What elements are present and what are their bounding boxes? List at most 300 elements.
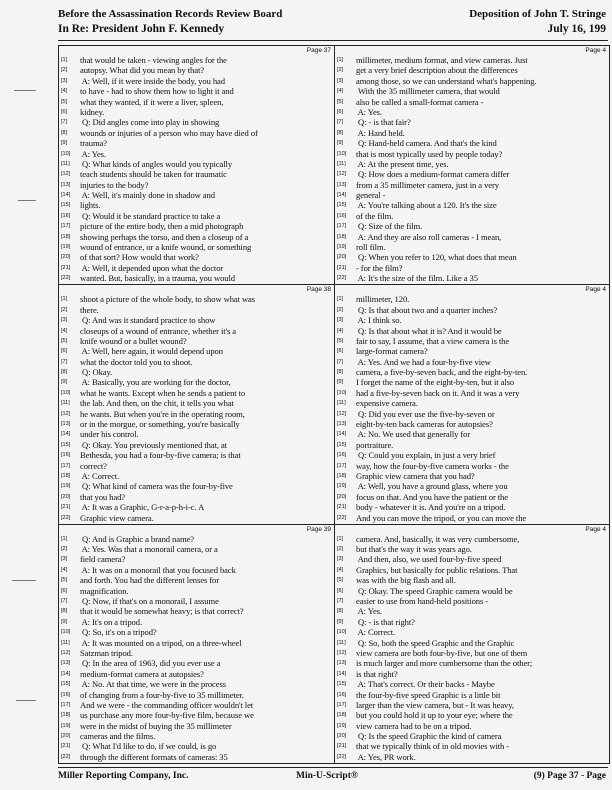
line-number: [4]: [337, 566, 344, 573]
line-number: [3]: [337, 77, 344, 84]
line-number: [3]: [337, 556, 344, 563]
line-number: [18]: [337, 233, 347, 240]
line-text: autopsy. What did you mean by that?: [80, 65, 204, 76]
line-text: Graphic view camera.: [80, 512, 154, 523]
line-number: [18]: [61, 712, 71, 719]
transcript-line: [61, 232, 332, 242]
transcript-line: [61, 638, 332, 648]
transcript-line: [337, 534, 607, 544]
transcript-line: [337, 554, 607, 564]
line-text: there.: [80, 304, 99, 315]
line-text: eight-by-ten back cameras for autopsies?: [356, 419, 493, 430]
line-text: A: It's the size of the film. Like a 35: [356, 273, 478, 284]
transcript-line: [337, 544, 607, 554]
line-text: Graphics, but basically for public relations. That: [356, 564, 518, 575]
line-number: [10]: [337, 389, 347, 396]
transcript-line: [337, 481, 607, 491]
line-number: [2]: [337, 546, 344, 553]
line-number: [7]: [61, 119, 68, 126]
line-text: Q: How does a medium-format camera differ: [356, 169, 510, 180]
transcript-line: [61, 65, 332, 75]
margin-mark: [12, 580, 36, 581]
transcript-line: [61, 586, 332, 596]
line-text: among those, so we can understand what's happening.: [356, 75, 537, 86]
line-number: [1]: [337, 57, 344, 63]
line-text: large-format camera?: [356, 346, 428, 357]
transcript-line: [61, 357, 332, 367]
line-text: get a very brief description about the differences: [356, 65, 518, 76]
footer-page-range: (9) Page 37 - Page: [533, 771, 606, 781]
transcript-line: [337, 367, 607, 377]
line-number: [10]: [61, 389, 71, 396]
transcript-line: [61, 242, 332, 252]
line-text: and forth. You had the different lenses for: [80, 575, 219, 586]
line-text: Q: Hand-held camera. And that's the kind: [356, 138, 497, 149]
line-number: [5]: [61, 577, 68, 584]
line-text: but that's the way it was years ago.: [356, 544, 472, 555]
transcript-line: [337, 502, 607, 512]
line-number: [11]: [337, 160, 346, 167]
transcript-line: [61, 388, 332, 398]
transcript-line: [61, 377, 332, 387]
line-number: [9]: [337, 379, 344, 386]
line-text: that would be taken - viewing angles for the: [80, 55, 227, 65]
line-text: Q: So, it's on a tripod?: [80, 627, 157, 638]
line-number: [7]: [337, 358, 344, 365]
transcript-line: [61, 710, 332, 720]
transcript-line: [337, 149, 607, 159]
line-number: [6]: [61, 348, 68, 355]
line-number: [16]: [337, 212, 347, 219]
line-number: [5]: [337, 337, 344, 344]
line-number: [7]: [61, 358, 68, 365]
transcript-line: [61, 658, 332, 668]
line-text: showing perhaps the torso, and then a closeup of a: [80, 231, 249, 242]
transcript-page: [58, 525, 334, 764]
transcript-page: [334, 525, 610, 764]
transcript-line: [337, 409, 607, 419]
line-text: kidney.: [80, 106, 105, 117]
line-number: [14]: [61, 192, 71, 199]
line-text: from a 35 millimeter camera, just in a very: [356, 179, 499, 190]
line-number: [12]: [61, 171, 71, 178]
line-number: [18]: [337, 712, 347, 719]
line-text: Satzman tripod.: [80, 647, 133, 658]
transcript-line: [337, 65, 607, 75]
transcript-line: [337, 731, 607, 741]
transcript-line: [61, 398, 332, 408]
line-number: [6]: [61, 108, 68, 115]
line-text: but you could hold it up to your eye; where the: [356, 710, 513, 721]
transcript-line: [61, 221, 332, 231]
line-number: [15]: [61, 202, 71, 209]
transcript-line: [61, 273, 332, 283]
line-number: [17]: [337, 462, 347, 469]
line-number: [14]: [337, 431, 347, 438]
transcript-line: [337, 117, 607, 127]
transcript-line: [61, 326, 332, 336]
line-number: [7]: [337, 598, 344, 604]
transcript-line: [61, 481, 332, 491]
line-text: camera, a five-by-seven back, and the eight-by-ten.: [356, 367, 528, 378]
line-number: [13]: [61, 421, 71, 428]
transcript-line: [337, 658, 607, 668]
line-text: picture of the entire body, then a mid photograph: [80, 221, 244, 232]
transcript-line: [337, 606, 607, 616]
line-number: [8]: [337, 608, 344, 615]
line-text: A: Well, if it were inside the body, you had: [80, 75, 225, 86]
line-number: [19]: [61, 722, 71, 729]
transcript-line: [337, 752, 607, 762]
line-number: [6]: [337, 108, 344, 115]
line-text: that is most typically used by people today?: [356, 148, 503, 159]
line-number: [18]: [61, 472, 71, 479]
line-number: [2]: [337, 306, 344, 313]
line-number: [1]: [61, 296, 68, 303]
line-text: was with the big flash and all.: [356, 575, 456, 586]
transcript-line: [61, 700, 332, 710]
line-number: [15]: [337, 441, 347, 448]
transcript-line: [61, 575, 332, 585]
transcript-line: [337, 648, 607, 658]
page-footer: [58, 771, 606, 787]
transcript-line: [61, 55, 332, 65]
line-number: [12]: [61, 649, 71, 656]
line-text: shoot a picture of the whole body, to show what was: [80, 294, 256, 305]
line-number: [5]: [337, 577, 344, 584]
line-number: [13]: [337, 660, 347, 667]
line-text: A: Well, it's mainly done in shadow and: [80, 190, 215, 201]
line-number: [18]: [61, 233, 71, 240]
line-text: Graphic view camera that you had?: [356, 470, 475, 481]
line-number: [17]: [337, 701, 347, 708]
transcript-line: [61, 336, 332, 346]
transcript-line: [61, 305, 332, 315]
transcript-line: [337, 575, 607, 585]
transcript-line: [337, 232, 607, 242]
line-text: camera. And, basically, it was very cumbersome,: [356, 533, 520, 544]
transcript-line: [61, 97, 332, 107]
transcript-line: [61, 554, 332, 564]
transcript-page: [58, 285, 334, 524]
line-text: Q: And is Graphic a brand name?: [80, 533, 194, 544]
transcript-line: [337, 200, 607, 210]
header-case-title: In Re: President John F. Kennedy: [58, 23, 225, 35]
line-text: Q: Now, if that's on a monorail, I assume: [80, 596, 219, 606]
transcript-line: [61, 617, 332, 627]
transcript-line: [61, 76, 332, 86]
line-text: Q: Is the speed Graphic the kind of camera: [356, 731, 502, 742]
line-text: A: It's on a tripod.: [80, 616, 142, 627]
page-number-label: Page 4: [585, 525, 606, 533]
line-number: [12]: [337, 649, 347, 656]
line-text: the four-by-five speed Graphic is a little bit: [356, 689, 501, 700]
transcript-line: [61, 117, 332, 127]
line-text: A: Well, you have a ground glass, where you: [356, 481, 508, 492]
line-number: [11]: [337, 639, 346, 646]
transcript-line: [337, 346, 607, 356]
line-text: A: Correct.: [80, 470, 120, 481]
line-number: [17]: [61, 701, 71, 708]
transcript-line: [337, 377, 607, 387]
transcript-page: [334, 46, 610, 285]
transcript-line: [61, 149, 332, 159]
line-number: [18]: [337, 472, 347, 479]
transcript-line: [61, 315, 332, 325]
line-number: [1]: [337, 535, 344, 542]
line-number: [5]: [61, 337, 68, 344]
line-number: [8]: [61, 608, 68, 615]
transcript-line: [61, 211, 332, 221]
line-text: injuries to the body?: [80, 179, 149, 190]
transcript-line: [337, 357, 607, 367]
line-text: A: Yes. Was that a monorail camera, or a: [80, 544, 218, 555]
line-number: [22]: [337, 514, 347, 521]
line-text: roll film.: [356, 242, 386, 253]
line-number: [19]: [337, 244, 347, 251]
transcript-line: [61, 409, 332, 419]
line-text: cameras and the films.: [80, 731, 156, 742]
transcript-line: [337, 450, 607, 460]
line-number: [14]: [61, 431, 71, 438]
line-number: [16]: [337, 452, 347, 459]
line-text: portraiture.: [356, 439, 394, 450]
line-number: [9]: [61, 140, 68, 147]
line-number: [5]: [337, 98, 344, 105]
line-text: Q: In the area of 1963, did you ever use a: [80, 658, 221, 669]
line-number: [22]: [337, 275, 347, 282]
line-text: teach students should be taken for traumatic: [80, 169, 227, 180]
line-text: A: Well, it depended upon what the doctor: [80, 262, 224, 273]
line-number: [14]: [337, 192, 347, 199]
line-number: [2]: [337, 67, 344, 74]
transcript-lines: [337, 55, 607, 284]
line-number: [11]: [61, 639, 70, 646]
line-text: Q: Is that about what it is? And it would be: [356, 325, 502, 336]
line-number: [10]: [61, 629, 71, 636]
line-text: general -: [356, 190, 386, 201]
header-date: July 16, 199: [547, 23, 606, 35]
page-header: [58, 8, 606, 40]
transcript-line: [337, 97, 607, 107]
line-number: [6]: [337, 587, 344, 594]
line-text: through the different formats of cameras: 35: [80, 751, 228, 762]
transcript-line: [61, 741, 332, 751]
line-number: [4]: [61, 88, 68, 95]
transcript-line: [61, 679, 332, 689]
line-number: [20]: [337, 254, 347, 261]
line-text: closeups of a wound of entrance, whether it's a: [80, 325, 237, 336]
transcript-line: [337, 242, 607, 252]
line-text: A: It was mounted on a tripod, on a three-wheel: [80, 637, 242, 648]
margin-mark: [16, 700, 36, 701]
transcript-line: [337, 429, 607, 439]
footer-rule: [58, 767, 608, 768]
transcript-line: [61, 690, 332, 700]
line-number: [17]: [337, 223, 347, 230]
transcript-line: [337, 679, 607, 689]
transcript-page: [334, 285, 610, 524]
line-text: magnification.: [80, 585, 129, 596]
line-number: [19]: [61, 244, 71, 251]
transcript-line: [337, 638, 607, 648]
line-number: [3]: [61, 317, 68, 324]
footer-mark: Min-U-Script®: [296, 771, 358, 781]
line-number: [12]: [61, 410, 71, 417]
transcript-line: [61, 669, 332, 679]
transcript-line: [337, 513, 607, 523]
transcript-line: [61, 534, 332, 544]
line-number: [10]: [337, 150, 347, 157]
transcript-line: [61, 107, 332, 117]
transcript-line: [61, 180, 332, 190]
line-text: - for the film?: [356, 262, 403, 273]
line-text: wound of entrance, or a knife wound, or something: [80, 242, 252, 253]
transcript-line: [337, 471, 607, 481]
transcript-line: [61, 346, 332, 356]
line-text: And then, also, we used four-by-five speed: [356, 554, 502, 565]
line-text: the lab. And then, on the chit, it tells you what: [80, 398, 234, 409]
line-number: [7]: [337, 119, 344, 126]
line-number: [10]: [61, 150, 71, 157]
line-number: [21]: [61, 504, 71, 511]
transcript-line: [337, 128, 607, 138]
transcript-line: [337, 252, 607, 262]
transcript-line: [337, 617, 607, 627]
line-number: [14]: [61, 670, 71, 677]
line-number: [19]: [337, 722, 347, 729]
transcript-line: [61, 502, 332, 512]
line-text: millimeter, medium format, and view cameras. Just: [356, 55, 528, 65]
line-text: Q: - is that right?: [356, 616, 415, 627]
page-number-label: Page 4: [585, 47, 606, 54]
transcript-line: [61, 419, 332, 429]
line-number: [20]: [61, 493, 71, 500]
transcript-line: [61, 471, 332, 481]
line-text: that we typically think of in old movies with -: [356, 741, 510, 752]
line-number: [16]: [61, 452, 71, 459]
header-board-title: Before the Assassination Records Review Board: [58, 8, 283, 20]
line-text: A: Well, here again, it would depend upon: [80, 346, 223, 357]
transcript-line: [337, 700, 607, 710]
line-number: [16]: [337, 691, 347, 698]
transcript-line: [61, 263, 332, 273]
line-number: [19]: [337, 483, 347, 490]
transcript-grid: [58, 45, 610, 764]
transcript-line: [337, 159, 607, 169]
line-number: [21]: [337, 743, 347, 750]
transcript-line: [337, 190, 607, 200]
transcript-line: [337, 721, 607, 731]
transcript-line: [61, 429, 332, 439]
transcript-line: [337, 565, 607, 575]
transcript-lines: [61, 294, 332, 523]
line-text: A: No. At that time, we were in the process: [80, 679, 226, 690]
transcript-line: [61, 752, 332, 762]
transcript-line: [61, 440, 332, 450]
line-number: [17]: [61, 223, 71, 230]
line-text: A: Yes.: [356, 606, 382, 617]
line-number: [9]: [61, 618, 68, 625]
line-text: wanted. But, basically, in a trauma, you would: [80, 273, 235, 284]
line-text: And you can move the tripod, or you can move the: [356, 512, 527, 523]
line-text: that you had?: [80, 491, 125, 502]
transcript-line: [337, 107, 607, 117]
transcript-line: [61, 544, 332, 554]
line-number: [4]: [61, 566, 68, 573]
transcript-lines: [337, 534, 607, 763]
transcript-line: [61, 128, 332, 138]
transcript-line: [337, 86, 607, 96]
line-text: knife wound or a bullet wound?: [80, 335, 187, 346]
transcript-line: [337, 211, 607, 221]
line-text: under his control.: [80, 429, 139, 440]
line-number: [21]: [337, 264, 347, 271]
line-number: [13]: [337, 421, 347, 428]
transcript-line: [337, 710, 607, 720]
line-text: Q: Okay.: [80, 367, 113, 378]
transcript-line: [337, 180, 607, 190]
line-text: also be called a small-format camera -: [356, 96, 484, 107]
transcript-line: [61, 252, 332, 262]
transcript-line: [61, 450, 332, 460]
transcript-line: [337, 55, 607, 65]
line-number: [4]: [337, 88, 344, 95]
line-text: view camera had to be on a tripod.: [356, 720, 472, 731]
line-number: [20]: [337, 733, 347, 740]
line-number: [4]: [337, 327, 344, 334]
margin-mark: [14, 90, 36, 91]
line-text: of that sort? How would that work?: [80, 252, 199, 263]
line-text: body - whatever it is. And you're on a tripod.: [356, 502, 506, 513]
transcript-line: [61, 190, 332, 200]
transcript-line: [337, 76, 607, 86]
line-text: Q: So, both the speed Graphic and the Graphic: [356, 637, 515, 648]
line-text: that it would be somewhat heavy; is that correct?: [80, 606, 244, 617]
line-text: focus on that. And you have the patient or the: [356, 491, 508, 502]
line-number: [3]: [61, 556, 68, 563]
footer-company: Miller Reporting Company, Inc.: [58, 771, 189, 781]
line-text: Bethesda, you had a four-by-five camera; is that: [80, 450, 241, 461]
page-number-label: Page 38: [306, 286, 331, 294]
line-text: Q: What kind of camera was the four-by-five: [80, 481, 233, 492]
line-text: lights.: [80, 200, 101, 211]
line-text: larger than the view camera, but - It was heavy,: [356, 699, 514, 710]
transcript-line: [337, 627, 607, 637]
line-text: Q: Is that about two and a quarter inches?: [356, 304, 498, 315]
line-number: [19]: [61, 483, 71, 490]
line-number: [7]: [61, 598, 68, 604]
line-number: [14]: [337, 670, 347, 677]
transcript-line: [337, 263, 607, 273]
line-number: [11]: [61, 160, 70, 167]
line-text: of changing from a four-by-five to 35 millimeter.: [80, 689, 244, 700]
header-deposition-title: Deposition of John T. Stringe: [469, 8, 606, 20]
line-number: [13]: [61, 181, 71, 188]
transcript-line: [337, 138, 607, 148]
transcript-line: [337, 461, 607, 471]
transcript-line: [337, 741, 607, 751]
line-text: trauma?: [80, 138, 107, 149]
line-number: [21]: [337, 504, 347, 511]
line-text: medium-format camera at autopsies?: [80, 668, 204, 679]
line-number: [8]: [61, 369, 68, 376]
line-text: A: No. We used that generally for: [356, 429, 471, 440]
transcript-line: [337, 326, 607, 336]
transcript-line: [61, 367, 332, 377]
line-text: Q: - is that fair?: [356, 117, 411, 128]
line-text: what the doctor told you to shoot.: [80, 356, 193, 367]
